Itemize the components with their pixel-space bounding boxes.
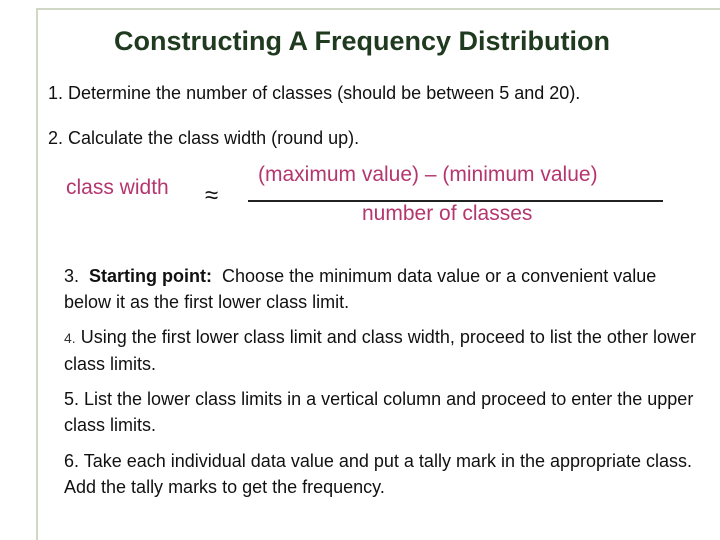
step-1-text: 1. Determine the number of classes (should be between 5 and 20). [48, 83, 581, 103]
step-2 [48, 128, 359, 149]
formula-label: class width [66, 176, 169, 199]
step-5-text: 5. List the lower class limits in a vertical column and proceed to enter the upper class limits. [64, 389, 694, 435]
decorative-left-rule [36, 8, 38, 540]
step-4-number: 4. [64, 330, 76, 346]
decorative-top-rule [36, 8, 720, 10]
step-6 [64, 448, 704, 500]
step-1 [48, 83, 580, 104]
step-6-text: 6. Take each individual data value and put a tally mark in the appropriate class. Add the tally marks to get the frequency. [64, 451, 693, 497]
step-3 [64, 263, 704, 315]
step-2-text: 2. Calculate the class width (round up). [48, 128, 360, 148]
approx-symbol: ≈ [205, 182, 219, 209]
step-3-number: 3. [64, 266, 80, 286]
step-5 [64, 386, 704, 438]
step-4 [64, 324, 704, 377]
formula-numerator: (maximum value) – (minimum value) [258, 163, 598, 186]
slide-title: Constructing A Frequency Distribution [113, 26, 610, 56]
step-4-text: Using the first lower class limit and class width, proceed to list the other lower class limits. [64, 327, 696, 374]
formula-denominator: number of classes [362, 202, 533, 225]
step-3-bold: Starting point: [89, 266, 213, 286]
step-3-text: Choose the minimum data value or a convenient value below it as the first lower class limit. [64, 266, 657, 312]
